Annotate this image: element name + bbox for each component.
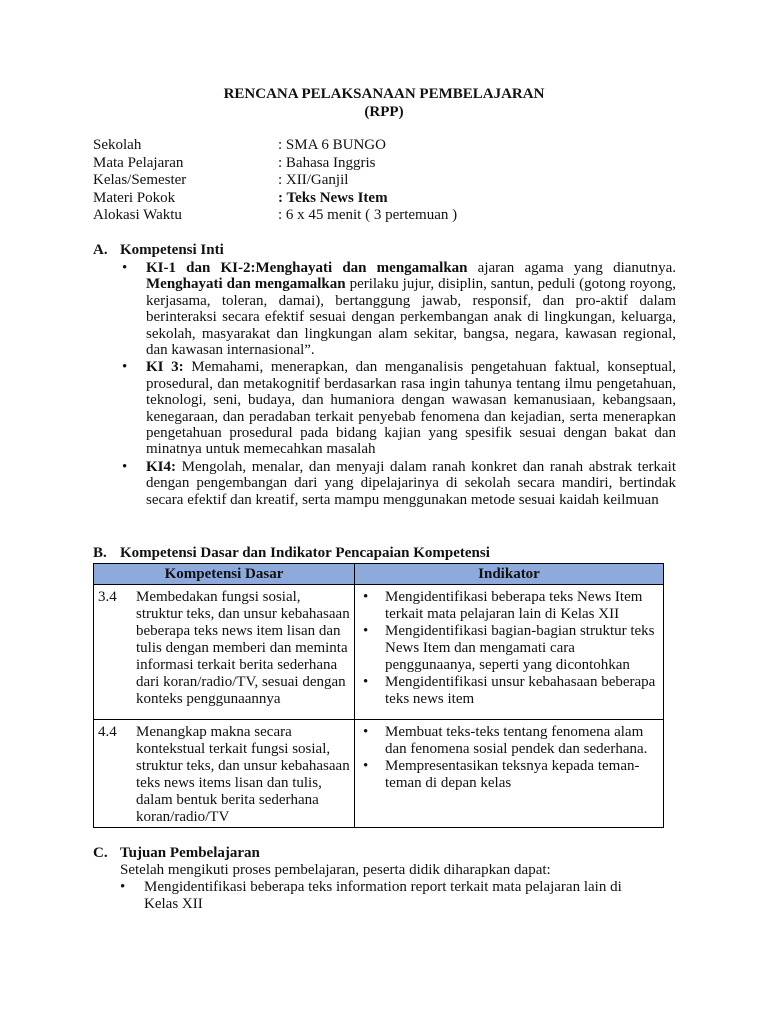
list-item bbox=[120, 879, 650, 913]
indikator-text: Mengidentifikasi unsur kebahasaan beberapa teks news item bbox=[385, 674, 656, 707]
section-title: Tujuan Pembelajaran bbox=[120, 845, 260, 861]
list-item bbox=[359, 724, 659, 758]
indikator-cell bbox=[355, 585, 664, 720]
section-letter: A. bbox=[93, 242, 108, 258]
bullet-icon: • bbox=[363, 589, 369, 605]
ki-text: Memahami, menerapkan, dan menganalisis pengetahuan faktual, konseptual, prosedural, dan metakognitif berdasarkan rasa ingin tahunya tentang ilmu pengetahuan, teknologi, seni, budaya, dan humaniora dengan wawasan kemanusiaan, kebangsaan, kenegaraan, dan peradaban terkait penyebab fenomena dan kejadian, serta menerapkan pengetahuan prosedural pada bidang kajian yang spesifik sesuai dengan bakat dan minatnya untuk memecahkan masalah bbox=[146, 359, 676, 458]
document-title: RENCANA PELAKSANAAN PEMBELAJARAN bbox=[223, 86, 545, 102]
ki-label: KI-1 dan KI-2:Menghayati dan mengamalkan bbox=[146, 260, 468, 276]
list-item bbox=[120, 459, 676, 508]
kd-number: 4.4 bbox=[98, 724, 117, 740]
section-a-heading bbox=[93, 242, 224, 259]
list-item bbox=[120, 260, 676, 358]
ki-text: ajaran agama yang dianutnya. bbox=[467, 260, 676, 276]
bullet-icon: • bbox=[120, 879, 126, 895]
kd-number: 3.4 bbox=[98, 589, 117, 605]
tujuan-intro: Setelah mengikuti proses pembelajaran, peserta didik diharapkan dapat: bbox=[120, 862, 551, 878]
identity-label: Mata Pelajaran bbox=[93, 154, 184, 171]
column-header: Indikator bbox=[355, 564, 664, 585]
list-item bbox=[359, 589, 659, 623]
indikator-text: Mempresentasikan teksnya kepada teman-teman di depan kelas bbox=[385, 758, 640, 791]
ki-bold-text: Menghayati dan mengamalkan bbox=[146, 276, 346, 293]
ki-text: perilaku jujur, disiplin, santun, peduli (gotong royong, kerjasama, toleran, damai), bertanggung jawab, responsif, dan pro-aktif dalam berinteraksi secara efektif sesuai dengan perkembangan anak di lingkungan, keluarga, sekolah, masyarakat dan lingkungan alam sekitar, bangsa, negara, kawasan regional, dan kawasan internasional”. bbox=[146, 276, 676, 359]
kd-cell bbox=[94, 585, 355, 720]
bullet-icon: • bbox=[122, 260, 128, 276]
identity-label: Sekolah bbox=[93, 137, 142, 153]
indikator-text: Mengidentifikasi beberapa teks News Item terkait mata pelajaran lain di Kelas XII bbox=[385, 589, 643, 622]
list-item bbox=[120, 359, 676, 457]
ki-label: KI 3: bbox=[146, 359, 184, 376]
identity-value: : Teks News Item bbox=[278, 189, 388, 206]
section-b-heading bbox=[93, 545, 490, 562]
table-row bbox=[94, 585, 664, 720]
kd-cell bbox=[94, 720, 355, 828]
list-item bbox=[359, 674, 659, 708]
identity-row bbox=[93, 172, 457, 190]
identity-value: : SMA 6 BUNGO bbox=[278, 137, 386, 153]
indikator-cell bbox=[355, 720, 664, 828]
indikator-text: Mengidentifikasi bagian-bagian struktur teks News Item dan mengamati cara penggunaanya, seperti yang dicontohkan bbox=[385, 623, 655, 673]
identity-row bbox=[93, 155, 457, 173]
section-letter: B. bbox=[93, 545, 107, 561]
bullet-icon: • bbox=[363, 758, 369, 774]
identity-row bbox=[93, 137, 457, 155]
bullet-icon: • bbox=[363, 674, 369, 690]
table-row bbox=[94, 720, 664, 828]
column-header: Kompetensi Dasar bbox=[94, 564, 355, 585]
bullet-icon: • bbox=[122, 458, 128, 475]
document-subtitle: (RPP) bbox=[364, 104, 404, 120]
kompetensi-inti-list bbox=[120, 260, 676, 509]
section-c-heading bbox=[93, 845, 260, 862]
identity-row bbox=[93, 190, 457, 208]
ki-label: KI4: bbox=[146, 458, 176, 475]
tujuan-list bbox=[120, 879, 650, 913]
identity-label: Kelas/Semester bbox=[93, 172, 187, 189]
indikator-text: Membuat teks-teks tentang fenomena alam dan fenomena sosial pendek dan sederhana. bbox=[385, 724, 648, 757]
tujuan-text: Mengidentifikasi beberapa teks information report terkait mata pelajaran lain di Kelas XII bbox=[144, 879, 622, 912]
identity-row bbox=[93, 207, 457, 225]
identity-label: Alokasi Waktu bbox=[93, 207, 182, 224]
kd-text: Membedakan fungsi sosial, struktur teks, dan unsur kebahasaan beberapa teks news item lisan dan tulis dengan memberi dan meminta informasi terkait berita sederhana dari koran/radio/TV, sesuai dengan konteks penggunaannya bbox=[136, 589, 350, 707]
list-item bbox=[359, 623, 659, 674]
list-item bbox=[359, 758, 659, 792]
ki-text: Mengolah, menalar, dan menyaji dalam ranah konkret dan ranah abstrak terkait dengan pengembangan dari yang dipelajarinya di sekolah secara mandiri, bertindak secara efektif dan kreatif, serta mampu menggunakan metode sesuai kaidah keilmuan bbox=[146, 458, 676, 508]
section-letter: C. bbox=[93, 845, 108, 861]
section-title: Kompetensi Dasar dan Indikator Pencapaian Kompetensi bbox=[120, 545, 490, 561]
bullet-icon: • bbox=[122, 359, 128, 376]
kd-text: Menangkap makna secara kontekstual terkait fungsi sosial, struktur teks, dan unsur kebahasaan teks news items lisan dan tulis, dalam bentuk berita sederhana koran/radio/TV bbox=[136, 724, 350, 825]
table-header-row bbox=[94, 564, 664, 585]
bullet-icon: • bbox=[363, 724, 369, 740]
identity-label: Materi Pokok bbox=[93, 189, 176, 206]
identity-value: : 6 x 45 menit ( 3 pertemuan ) bbox=[278, 207, 458, 224]
section-title: Kompetensi Inti bbox=[120, 242, 224, 258]
kd-indikator-table bbox=[93, 563, 664, 828]
identity-block bbox=[93, 137, 457, 225]
identity-value: : Bahasa Inggris bbox=[278, 154, 376, 171]
bullet-icon: • bbox=[363, 623, 369, 639]
identity-value: : XII/Ganjil bbox=[278, 172, 349, 189]
